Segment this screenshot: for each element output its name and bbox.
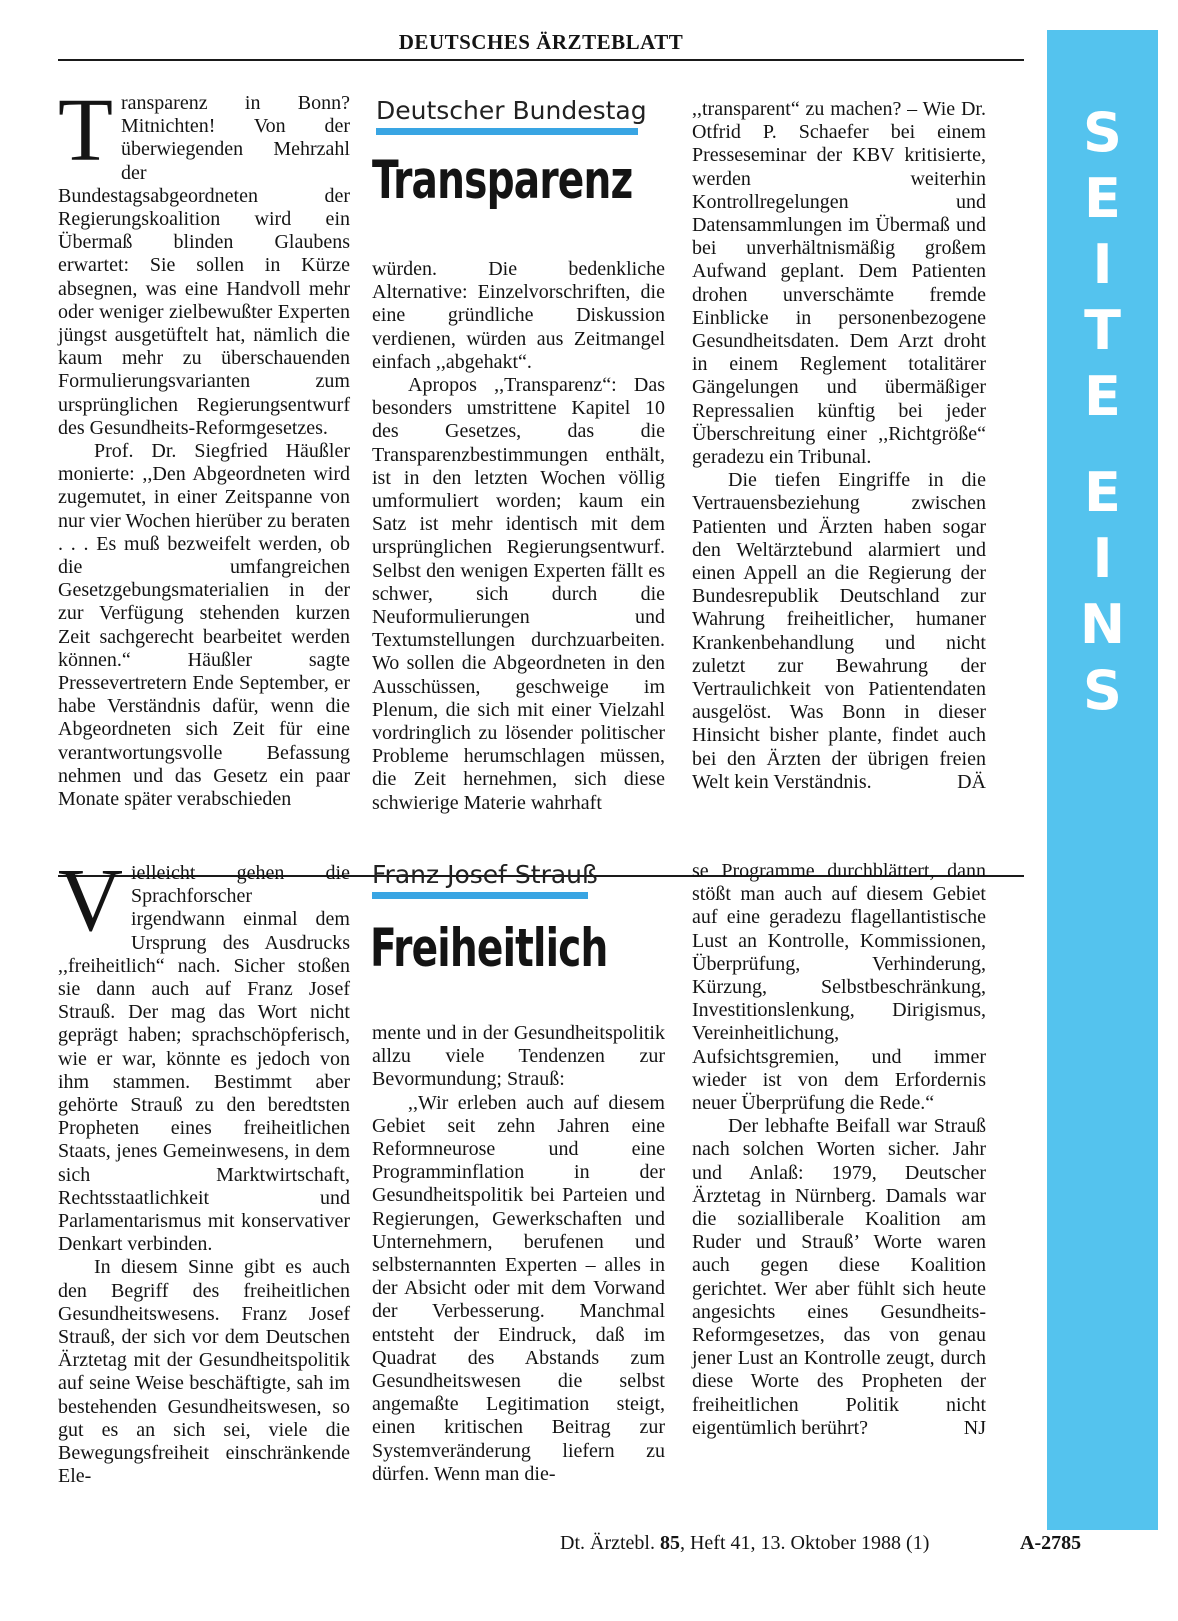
article2-kicker-bar	[372, 892, 588, 899]
sidebar-letter: T	[1084, 299, 1121, 362]
article1-kicker: Deutscher Bundestag	[376, 96, 647, 125]
footer-citation	[560, 1532, 1080, 1555]
article2-kicker: Franz Josef Strauß	[372, 860, 598, 889]
sidebar-letter: S	[1083, 101, 1122, 164]
sidebar-letter: E	[1084, 365, 1121, 428]
article1-paragraph: würden. Die bedenkliche Alternative: Einzelvorschriften, die eine gründliche Diskussion verdienen, würden aus Zeitmangel einfach ,,abgehakt“.	[372, 258, 665, 373]
sidebar-seite-eins	[1047, 30, 1158, 1530]
sidebar-letter: E	[1084, 461, 1121, 524]
article2-dropcap: V	[58, 851, 123, 950]
sidebar-label	[1047, 100, 1158, 724]
article2-column-1	[58, 851, 350, 1488]
article1-dropcap: T	[58, 81, 113, 180]
article1-column-2	[372, 258, 665, 815]
citation-volume: 85	[659, 1532, 680, 1554]
article2-column-2	[372, 1022, 665, 1486]
article2-headline: Freiheitlich	[370, 918, 608, 979]
article1-paragraph: ransparenz in Bonn? Mitnichten! Von der überwiegenden Mehrzahl der Bundestagsabgeordneten der Regierungskoalition wird ein Übermaß blinden Glaubens erwartet: Sie sollen in Kürze absegnen, was eine Handvoll mehr oder weniger zielbewußter Experten jüngst ausgetüftelt hat, nämlich die kaum mehr zu überschauenden Formulierungsvarianten zum ursprünglichen Regierungsentwurf des Gesundheits-Reformgesetzes.	[58, 92, 350, 439]
sidebar-letter: I	[1092, 233, 1113, 296]
article1-paragraph: ,,transparent“ zu machen? – Wie Dr. Otfrid P. Schaefer bei einem Presseseminar der KBV kritisierte, werden weiterhin Kontrollregelungen und Datensammlungen im Übermaß und bei unverhältnismäßig großem Aufwand geplant. Dem Patienten drohen unverschämte fremde Einblicke in personenbezogene Gesundheitsdaten. Dem Arzt droht in einem Reglement totalitärer Gängelungen und übermäßiger Repressalien künftig bei jeder Überschreitung einer ,,Richtgröße“ geradezu ein Tribunal.	[692, 98, 986, 469]
sidebar-letter: S	[1083, 659, 1122, 722]
page-number: A-2785	[1020, 1532, 1082, 1554]
article1-paragraph: Prof. Dr. Siegfried Häußler monierte: ,,Den Abgeordneten wird zugemutet, in einer Zeitspanne von nur vier Wochen hierüber zu beraten . . . Es muß bezweifelt werden, ob die umfangreichen Gesetzgebungsmaterialien in der zur Verfügung stehenden kurzen Zeit sachgerecht bearbeitet werden können.“ Häußler sagte Pressevertretern Ende September, er habe Verständnis dafür, wenn die Abgeordneten sich Zeit für eine verantwortungsvolle Befassung nehmen und das Gesetz ein paar Monate später verabschieden	[58, 440, 350, 811]
article1-paragraph: Apropos ,,Transparenz“: Das besonders umstrittene Kapitel 10 des Gesetzes, das die Transparenzbestimmungen enthält, ist in den letzten Wochen völlig umformuliert worden; kaum ein Satz ist mehr identisch mit dem ursprünglichen Regierungsentwurf. Selbst den wenigen Experten fällt es schwer, sich durch die Neuformulierungen und Textumstellungen durchzuarbeiten. Wo sollen die Abgeordneten in den Ausschüssen, geschweige im Plenum, die sich mit einer Vielzahl vordringlich zu lösender politischer Probleme herumschlagen müssen, die Zeit hernehmen, sich diese schwierige Materie wahrhaft	[372, 374, 665, 814]
article2-paragraph: se Programme durchblättert, dann stößt man auch auf diesem Gebiet auf eine geradezu flagellantistische Lust an Kontrolle, Kommissionen, Überprüfung, Verhinderung, Kürzung, Selbstbeschränkung, Investitionslenkung, Dirigismus, Vereinheitlichung, Aufsichtsgremien, und immer wieder ist von dem Erfordernis neuer Überprüfung die Rede.“	[692, 860, 986, 1115]
article2-paragraph: Der lebhafte Beifall war Strauß nach solchen Worten sicher. Jahr und Anlaß: 1979, Deutscher Ärztetag in Nürnberg. Damals war die sozialliberale Koalition am Ruder und Strauß’ Worte waren auch gegen diese Koalition gerichtet. Wer aber fühlt sich heute angesichts eines Gesundheits-Reformgesetzes, das von genau jener Lust an Kontrolle zeugt, durch diese Worte des Propheten der freiheitlichen Politik nicht eigentümlich berührt?	[692, 1115, 986, 1439]
citation-journal: Dt. Ärztebl.	[560, 1532, 655, 1554]
article1-column-1	[58, 81, 350, 811]
article1-column-3	[692, 98, 986, 794]
article2-paragraph: In diesem Sinne gibt es auch den Begriff des freiheitlichen Gesundheitswesens. Franz Josef Strauß, der sich vor dem Deutschen Ärztetag mit der Gesundheitspolitik auf seine Weise beschäftigte, sah im bestehenden Gesundheitswesen, so gut es an sich sei, viele die Bewegungsfreiheit einschränkende Ele-	[58, 1256, 350, 1488]
article1-headline: Transparenz	[372, 150, 633, 211]
citation-issue-date: , Heft 41, 13. Oktober 1988 (1)	[679, 1532, 930, 1554]
masthead: DEUTSCHES ÄRZTEBLATT	[398, 30, 684, 54]
sidebar-letter: E	[1084, 167, 1121, 230]
article2-paragraph: ielleicht gehen die Sprachforscher irgendwann einmal dem Ursprung des Ausdrucks ,,freiheitlich“ nach. Sicher stoßen sie dann auch auf Franz Josef Strauß. Der mag das Wort nicht geprägt haben; sprachschöpferisch, wie er war, könnte es jedoch von ihm stammen. Bestimmt aber gehörte Strauß zu den beredtsten Propheten eines freiheitlichen Staats, jenes Gemeinwesens, in dem sich Marktwirtschaft, Rechtsstaatlichkeit und Parlamentarismus mit konservativer Denkart verbinden.	[58, 862, 350, 1256]
article1-signature: DÄ	[957, 770, 986, 793]
sidebar-letter: N	[1079, 593, 1126, 656]
article1-paragraph: Die tiefen Eingriffe in die Vertrauensbeziehung zwischen Patienten und Ärzten haben sogar den Weltärztebund alarmiert und einen Appell an die Regierung der Bundesrepublik Deutschland zur Wahrung freiheitlicher, humaner Krankenbehandlung und nicht zuletzt zur Bewahrung der Vertraulichkeit von Patientendaten ausgelöst. Was Bonn in dieser Hinsicht bisher plante, findet auch bei den Ärzten der übrigen freien Welt kein Verständnis.	[692, 469, 986, 793]
article2-column-3	[692, 860, 986, 1440]
article2-signature: NJ	[963, 1416, 986, 1439]
article2-paragraph: ,,Wir erleben auch auf diesem Gebiet seit zehn Jahren eine Reformneurose und eine Programminflation in der Gesundheitspolitik bei Parteien und Regierungen, Gewerkschaften und Unternehmern, berufenen und selbsternannten Experten – alles in der Absicht oder mit dem Vorwand der Verbesserung. Manchmal entsteht der Eindruck, daß im Quadrat des Abstands zum Gesundheitswesen die selbst angemaßte Legitimation steigt, einen kritischen Beitrag zur Systemveränderung liefern zu dürfen. Wenn man die-	[372, 1091, 665, 1485]
article1-kicker-bar	[376, 128, 638, 135]
article2-paragraph: mente und in der Gesundheitspolitik allzu viele Tendenzen zur Bevormundung; Strauß:	[372, 1022, 665, 1091]
top-rule	[58, 59, 1024, 61]
sidebar-letter: I	[1092, 527, 1113, 590]
